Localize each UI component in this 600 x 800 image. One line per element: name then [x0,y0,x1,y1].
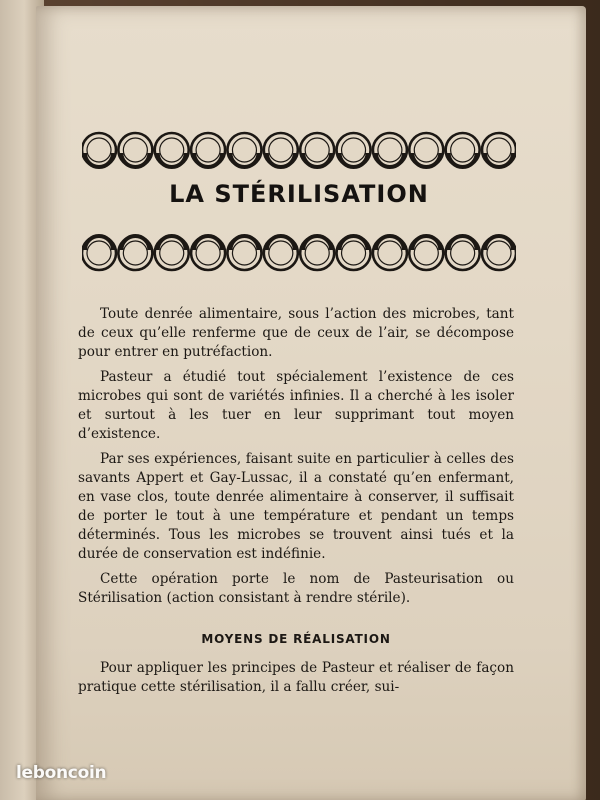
leboncoin-watermark-logo: leboncoin [16,763,107,783]
chain-ring [373,133,407,167]
chain-ring [118,236,152,270]
decorative-chain-border-top [82,126,516,174]
paragraph: Cette opération porte le nom de Pasteurisation ou Stérilisation (action consistant à rendre stérile). [78,571,514,606]
chain-ring [446,133,480,167]
chain-ring [118,133,152,167]
chain-ring [482,236,516,270]
chain-ring [155,133,189,167]
chain-ring [227,236,261,270]
chain-ring [337,133,371,167]
paragraph: Pasteur a étudié tout spécialement l’existence de ces microbes qui sont de variétés infinies. Il a cherché à les isoler et surtout à les tuer en leur supprimant tout moyen d’existence. [78,369,514,442]
chain-ring [264,236,298,270]
chain-ring [409,236,443,270]
chain-ring [446,236,480,270]
chain-ring [409,133,443,167]
chain-ring [337,236,371,270]
chain-ring [82,133,116,167]
chain-ring [482,133,516,167]
paragraph: Pour appliquer les principes de Pasteur et réaliser de façon pratique cette stérilisation, il a fallu créer, sui- [78,660,514,695]
chain-ring [82,236,116,270]
chain-ring [155,236,189,270]
chain-ring [300,236,334,270]
chain-ring [191,236,225,270]
paragraph: Par ses expériences, faisant suite en particulier à celles des savants Appert et Gay-Lussac, il a constaté qu’en enfermant, en vase clos, toute denrée alimentaire à conserver, il suffisait de porter le tout à une température et pendant un temps déterminés. Tous les microbes se trouvent ainsi tués et la durée de conservation est indéfinie. [78,451,514,562]
chain-ring [300,133,334,167]
section-subheading: MOYENS DE RÉALISATION [201,632,391,646]
paragraph: Toute denrée alimentaire, sous l’action des microbes, tant de ceux qu’elle renferme que de ceux de l’air, se décompose pour entrer en putréfaction. [78,306,514,360]
decorative-chain-border-bottom [82,229,516,277]
body-text [78,305,514,703]
chain-ring [373,236,407,270]
page-title: LA STÉRILISATION [169,180,429,208]
chain-ring [227,133,261,167]
chain-ring [191,133,225,167]
chain-ring [264,133,298,167]
